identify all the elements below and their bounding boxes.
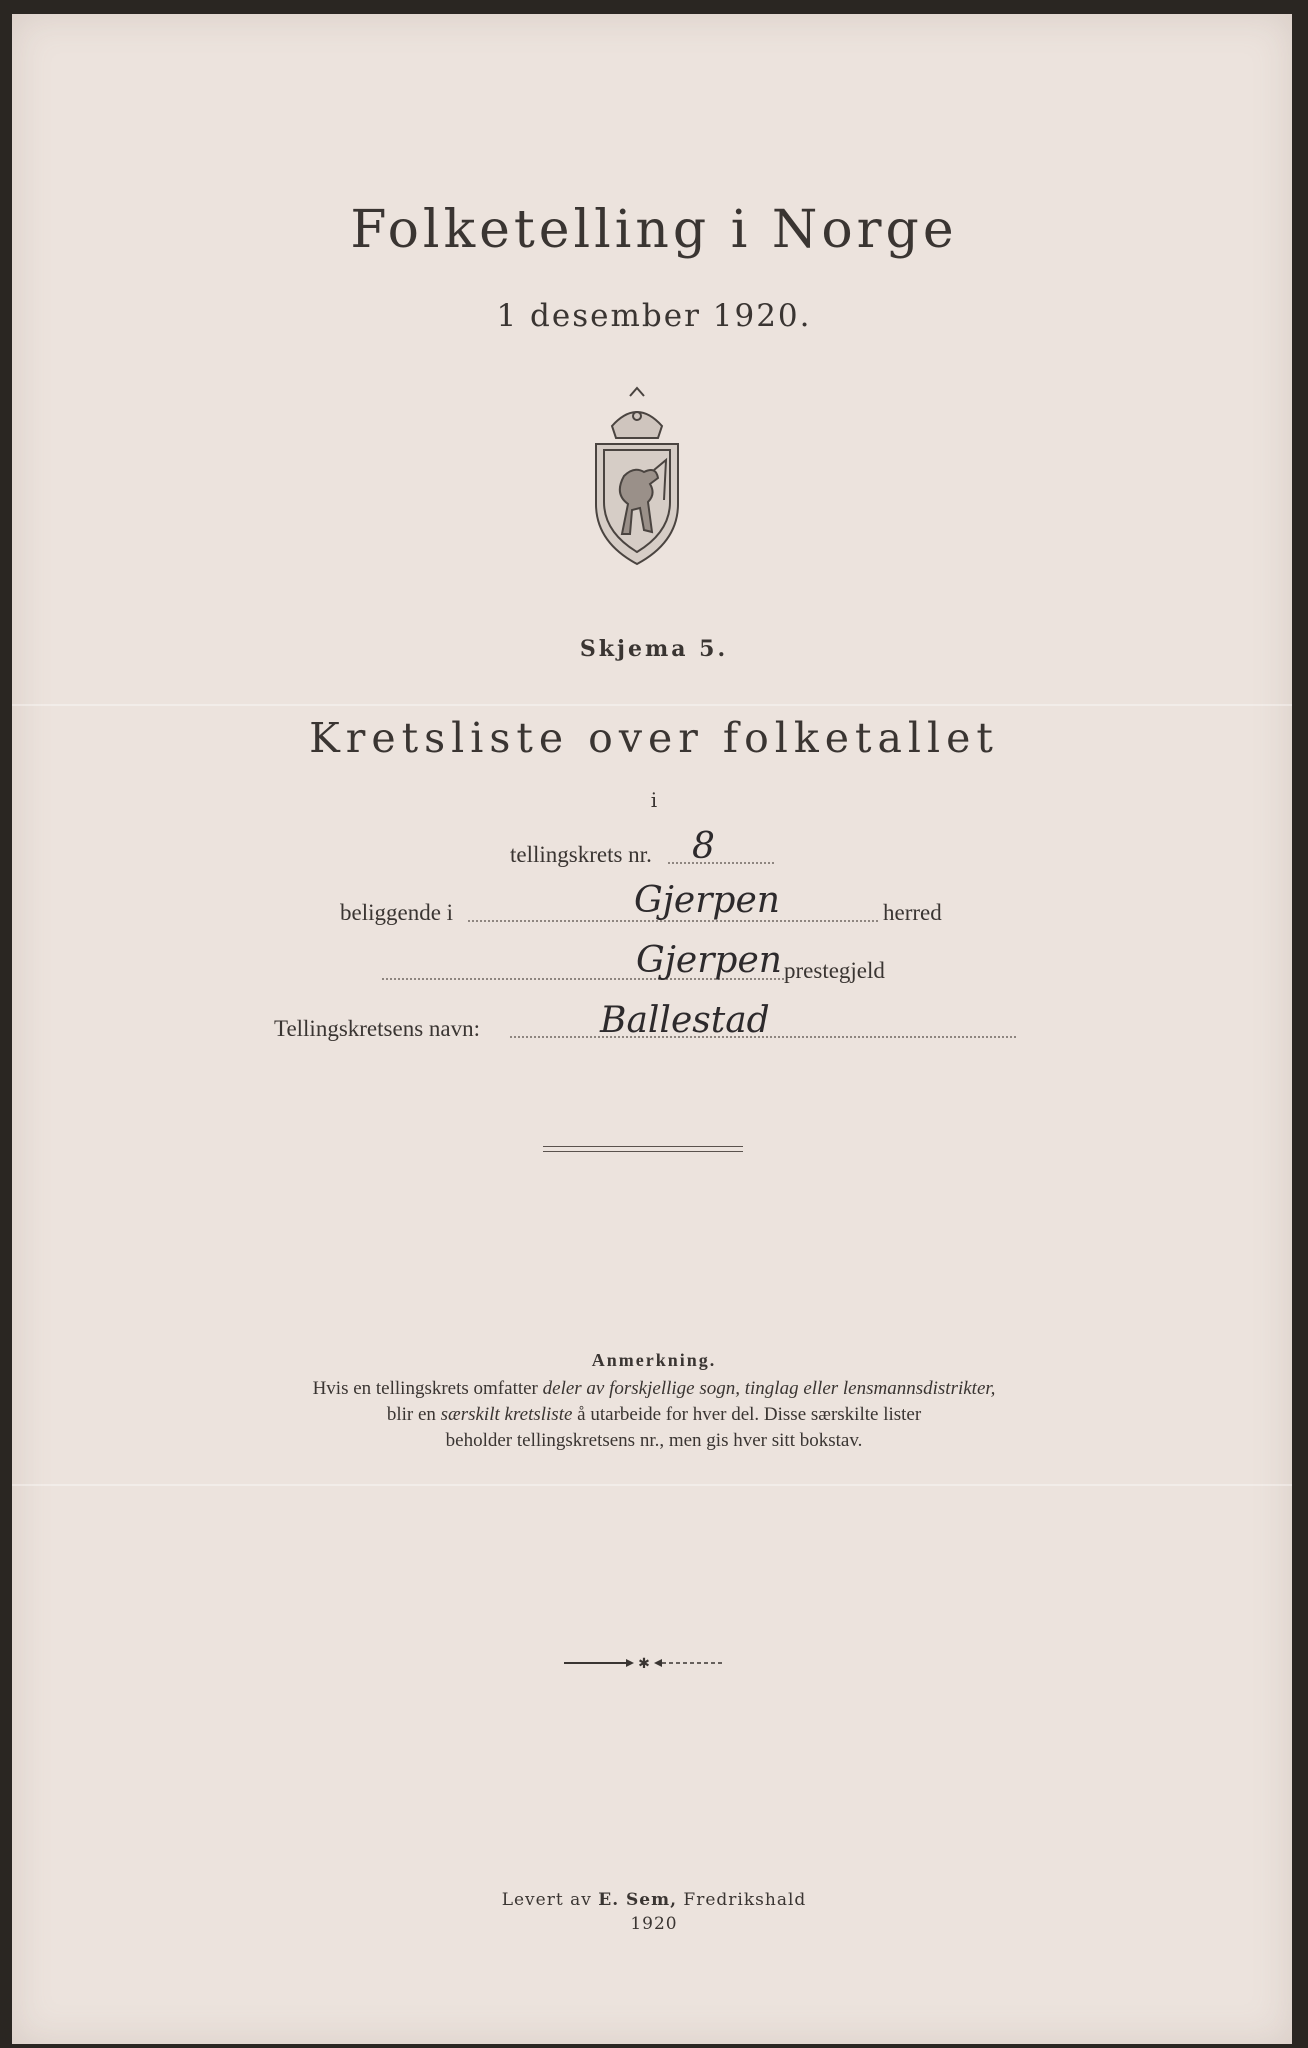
note-line-1-text: Hvis en tellingskrets omfatter [312,1378,543,1399]
note-heading: Anmerkning. [591,1350,717,1370]
note-line-2-text-c: å utarbeide for hver del. Disse særskilte lister [572,1404,922,1425]
kretsnavn-label: Tellingskretsens navn: [274,1016,480,1041]
printer-name: E. Sem, [598,1890,678,1910]
note-line-1-italic: deler av forskjellige sogn, tinglag eller lensmannsdistrikter, [542,1378,996,1399]
ornament-divider-icon [564,1654,724,1672]
print-year: 1920 [630,1914,678,1934]
note-line-2-text-a: blir en [386,1404,441,1425]
prestegjeld-value[interactable]: Gjerpen [636,940,782,981]
schema-number: Skjema 5. [579,636,729,662]
page-title: Folketelling i Norge [350,200,958,260]
preposition-i: i [650,788,658,812]
herred-value[interactable]: Gjerpen [634,880,780,921]
section-divider [543,1146,743,1152]
note-line-2-italic: særskilt kretsliste [440,1404,573,1425]
prestegjeld-label: prestegjeld [784,958,885,983]
paper-fold-line [12,704,1292,706]
note-line-3: beholder tellingskretsens nr., men gis hver sitt bokstav. [445,1430,863,1451]
note-line-2 [0,1404,1308,1426]
tellingskrets-label: tellingskrets nr. [510,842,652,867]
paper-fold-line [12,1484,1292,1486]
beliggende-label: beliggende i [340,900,454,925]
note-line-1 [0,1378,1308,1400]
form-title: Kretsliste over folketallet [309,714,999,762]
kretsnavn-value[interactable]: Ballestad [600,1000,770,1041]
coat-of-arms-icon [582,384,692,574]
printer-prefix: Levert av [501,1890,599,1910]
tellingskrets-number[interactable]: 8 [692,826,715,867]
herred-label: herred [883,900,942,925]
census-date: 1 desember 1920. [496,298,812,334]
tellingskrets-dotted-line [668,862,774,864]
printer-line [0,1890,1308,1910]
printer-city: Fredrikshald [677,1890,807,1910]
svg-text:✱: ✱ [638,1656,650,1672]
